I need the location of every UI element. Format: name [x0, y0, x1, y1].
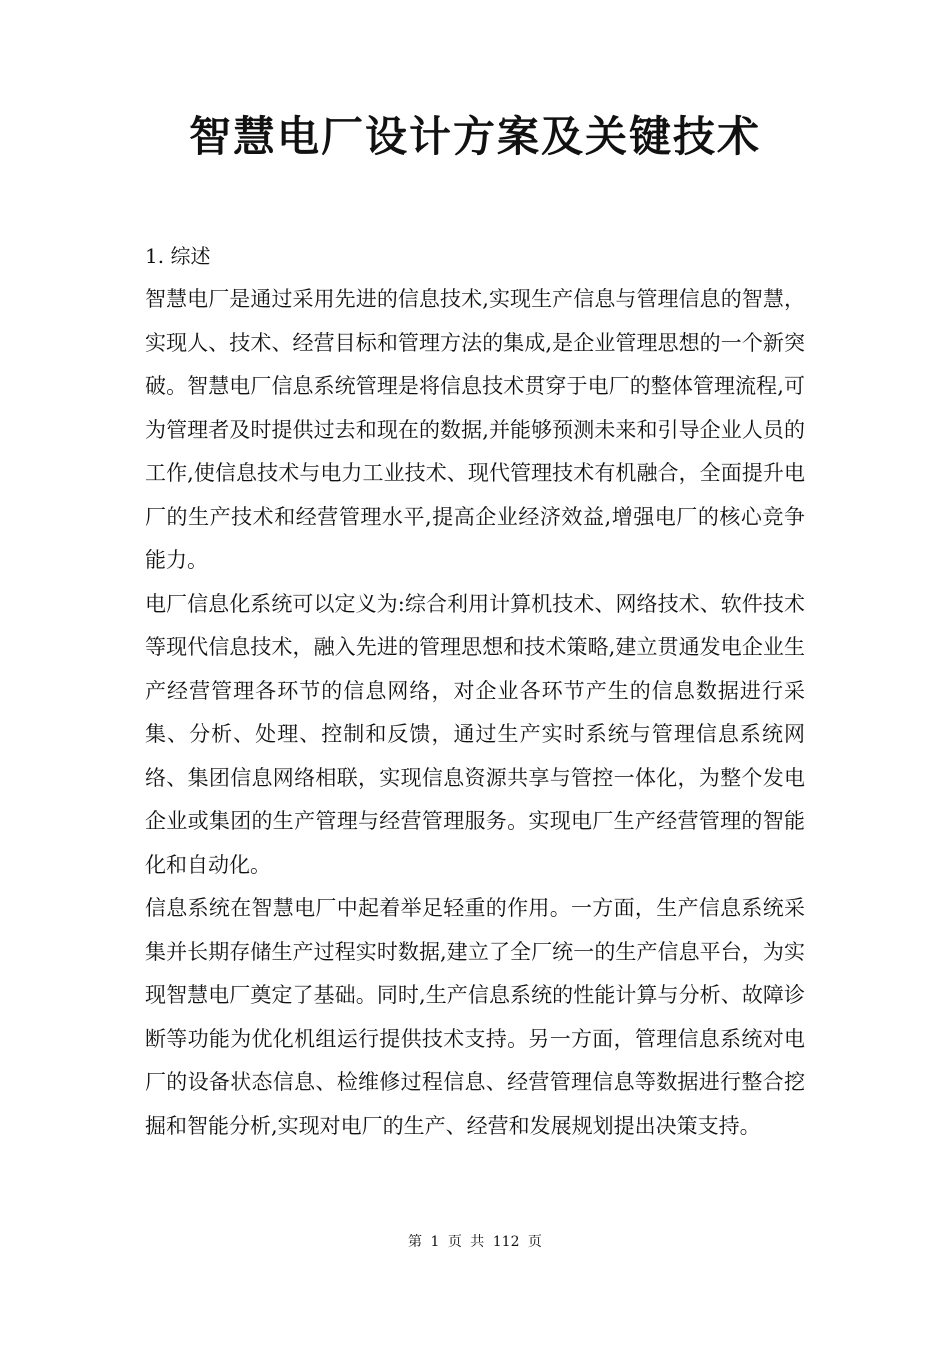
page-title: 智慧电厂设计方案及关键技术 [188, 112, 761, 161]
paragraph-3: 信息系统在智慧电厂中起着举足轻重的作用。一方面，生产信息系统采集并长期存储生产过程实时数据,建立了全厂统一的生产信息平台，为实现智慧电厂奠定了基础。同时,生产信息系统的性能计算与分析、故障诊断等功能为优化机组运行提供技术支持。另一方面，管理信息系统对电厂的设备状态信息、检维修过程信息、经营管理信息等数据进行整合挖掘和智能分析,实现对电厂的生产、经营和发展规划提出决策支持。 [145, 896, 805, 1138]
section-heading: 1. 综述 [145, 244, 211, 268]
paragraph-1: 智慧电厂是通过采用先进的信息技术,实现生产信息与管理信息的智慧，实现人、技术、经营目标和管理方法的集成,是企业管理思想的一个新突破。智慧电厂信息系统管理是将信息技术贯穿于电厂的整体管理流程,可为管理者及时提供过去和现在的数据,并能够预测未来和引导企业人员的工作,使信息技术与电力工业技术、现代管理技术有机融合，全面提升电厂的生产技术和经营管理水平,提高企业经济效益,增强电厂的核心竞争能力。 [145, 287, 805, 572]
document-body [145, 235, 805, 1148]
page-footer: 第 1 页 共 112 页 [408, 1234, 542, 1250]
paragraph-2: 电厂信息化系统可以定义为:综合利用计算机技术、网络技术、软件技术等现代信息技术，融入先进的管理思想和技术策略,建立贯通发电企业生产经营管理各环节的信息网络，对企业各环节产生的信息数据进行采集、分析、处理、控制和反馈，通过生产实时系统与管理信息系统网络、集团信息网络相联，实现信息资源共享与管控一体化，为整个发电企业或集团的生产管理与经营管理服务。实现电厂生产经营管理的智能化和自动化。 [145, 591, 805, 877]
